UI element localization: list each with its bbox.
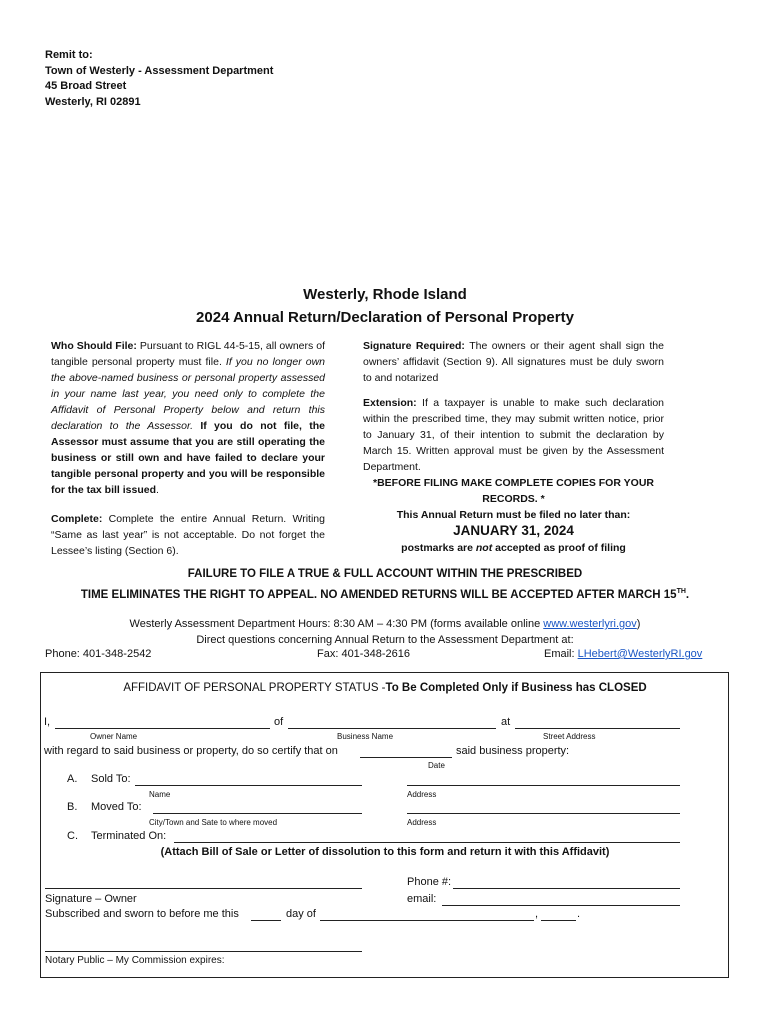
terminated-label: Terminated On: [91, 830, 167, 842]
questions-line: Direct questions concerning Annual Return to the Assessment Department at: [196, 634, 574, 646]
street-address-field[interactable] [515, 728, 680, 729]
notary-caption: Notary Public – My Commission expires: [45, 955, 225, 966]
sold-to-address-field[interactable] [407, 785, 680, 786]
warning-superscript: TH [676, 588, 686, 595]
hours-text: Westerly Assessment Department Hours: 8:30 AM – 4:30 PM (forms available online [129, 618, 544, 630]
sold-to-name-caption: Name [149, 790, 171, 799]
email-field[interactable] [442, 905, 680, 906]
warning-line-2 [0, 583, 770, 604]
moved-to-field[interactable] [153, 813, 362, 814]
moved-to-address-caption: Address [407, 818, 437, 827]
deadline-lead: This Annual Return must be filed no later than: [396, 509, 631, 521]
email-label: Email: [544, 648, 578, 660]
hours-end: ) [636, 618, 641, 630]
complete-instructions [51, 511, 325, 559]
sworn-year-field[interactable] [541, 920, 576, 921]
terminated-date-field[interactable] [174, 842, 680, 843]
sworn-comma: , [535, 908, 539, 920]
affidavit-title-plain: AFFIDAVIT OF PERSONAL PROPERTY STATUS - [123, 682, 386, 694]
affidavit-box [40, 672, 729, 978]
moved-to-caption: City/Town and Sate to where moved [149, 818, 278, 827]
sworn-month-field[interactable] [320, 920, 534, 921]
moved-to-label: Moved To: [91, 801, 142, 813]
option-b-letter: B. [67, 801, 78, 813]
extension-info [363, 395, 664, 475]
fax-number: Fax: 401-348-2616 [317, 648, 410, 660]
email-contact [544, 648, 702, 660]
affidavit-title [0, 682, 770, 694]
document-subtitle: 2024 Annual Return/Declaration of Personal Property [196, 309, 574, 326]
at-label: at [501, 716, 511, 728]
signature-label: Signature Required: [363, 340, 465, 352]
phone-number: Phone: 401-348-2542 [45, 648, 152, 660]
who-text: Pursuant to RIGL 44-5-15, all owners of tangible personal property must file. [51, 340, 326, 368]
deadline-date: JANUARY 31, 2024 [453, 523, 574, 538]
who-bold: If you do not file, the Assessor must assume that you are still operating the business or still own and have failed to declare your tangible personal property and you will be responsible for the tax bill issued [51, 420, 325, 496]
remit-address-block [45, 48, 273, 110]
remit-line-2: 45 Broad Street [45, 80, 127, 92]
left-instructions [51, 338, 325, 559]
remit-line-3: Westerly, RI 02891 [45, 95, 141, 108]
office-hours [0, 616, 770, 648]
postmark-pre: postmarks are [401, 542, 476, 554]
who-italic: If you no longer own the above-named business or personal property assessed in your name last year, you need only to complete the Affidavit of Personal Property below and return this declaration to the Assessor. [51, 356, 326, 432]
option-c-letter: C. [67, 830, 78, 842]
sold-to-name-field[interactable] [135, 785, 362, 786]
signature-required [363, 338, 664, 386]
attach-instructions: (Attach Bill of Sale or Letter of dissolution to this form and return it with this Affidavit) [160, 846, 610, 858]
extension-label: Extension: [363, 397, 417, 409]
owner-name-caption: Owner Name [90, 732, 138, 741]
date-caption: Date [428, 761, 445, 770]
day-of-label: day of [286, 908, 316, 920]
sold-to-label: Sold To: [91, 773, 131, 785]
option-a-letter: A. [67, 773, 78, 785]
warning-line-2-text: TIME ELIMINATES THE RIGHT TO APPEAL. NO AMENDED RETURNS WILL BE ACCEPTED AFTER MARCH 15 [80, 588, 677, 601]
sworn-day-field[interactable] [251, 920, 281, 921]
sold-to-address-caption: Address [407, 790, 437, 799]
moved-to-address-field[interactable] [407, 813, 680, 814]
phone-label: Phone #: [407, 876, 452, 888]
affidavit-title-bold: To Be Completed Only if Business has CLOSED [385, 682, 647, 694]
postmark-not: not [475, 542, 493, 554]
who-end: . [156, 484, 159, 496]
complete-label: Complete: [51, 513, 103, 525]
notary-signature-field[interactable] [45, 951, 362, 952]
owner-signature-field[interactable] [45, 888, 362, 889]
who-label: Who Should File: [51, 340, 137, 352]
warning-end: . [685, 588, 690, 601]
right-instructions [363, 338, 664, 556]
hours-line [0, 616, 770, 632]
signature-owner-caption: Signature – Owner [45, 893, 137, 905]
copies-note: *BEFORE FILING MAKE COMPLETE COPIES FOR YOUR RECORDS. * [373, 477, 654, 505]
postmark-note [363, 540, 664, 556]
extension-text: If a taxpayer is unable to make such declaration within the prescribed time, they may submit written notice, prior to January 31, of their intention to submit the declaration by March 15. Written approval must be given by the Assessment Department. [363, 397, 664, 473]
email-field-label: email: [407, 893, 437, 905]
regard-text-end: said business property: [456, 745, 570, 757]
regard-text: with regard to said business or property, do so certify that on [44, 745, 338, 757]
complete-text: Complete the entire Annual Return. Writing “Same as last year” is not acceptable. Do not forget the Lessee’s listing (Section 6). [51, 513, 325, 557]
postmark-post: accepted as proof of filing [492, 542, 626, 554]
phone-field[interactable] [453, 888, 680, 889]
remit-line-1: Town of Westerly - Assessment Department [45, 64, 274, 77]
signature-text: The owners or their agent shall sign the owners’ affidavit (Section 9). All signatures must be duly sworn to and notarized [363, 340, 664, 384]
business-name-caption: Business Name [337, 732, 394, 741]
sworn-period: . [577, 908, 581, 920]
document-title: Westerly, Rhode Island [303, 286, 467, 303]
of-label: of [274, 716, 284, 728]
business-name-field[interactable] [288, 728, 496, 729]
who-should-file [51, 338, 325, 498]
owner-name-field[interactable] [55, 728, 270, 729]
remit-label: Remit to: [45, 49, 93, 61]
street-address-caption: Street Address [543, 732, 596, 741]
i-label: I, [44, 716, 51, 728]
failure-warning [0, 566, 770, 604]
sworn-text: Subscribed and sworn to before me this [45, 908, 239, 920]
website-link[interactable]: www.westerlyri.gov [543, 618, 637, 630]
warning-line-1: FAILURE TO FILE A TRUE & FULL ACCOUNT WITHIN THE PRESCRIBED [187, 568, 583, 580]
email-link[interactable]: LHebert@WesterlyRI.gov [577, 648, 703, 660]
date-field[interactable] [360, 757, 452, 758]
